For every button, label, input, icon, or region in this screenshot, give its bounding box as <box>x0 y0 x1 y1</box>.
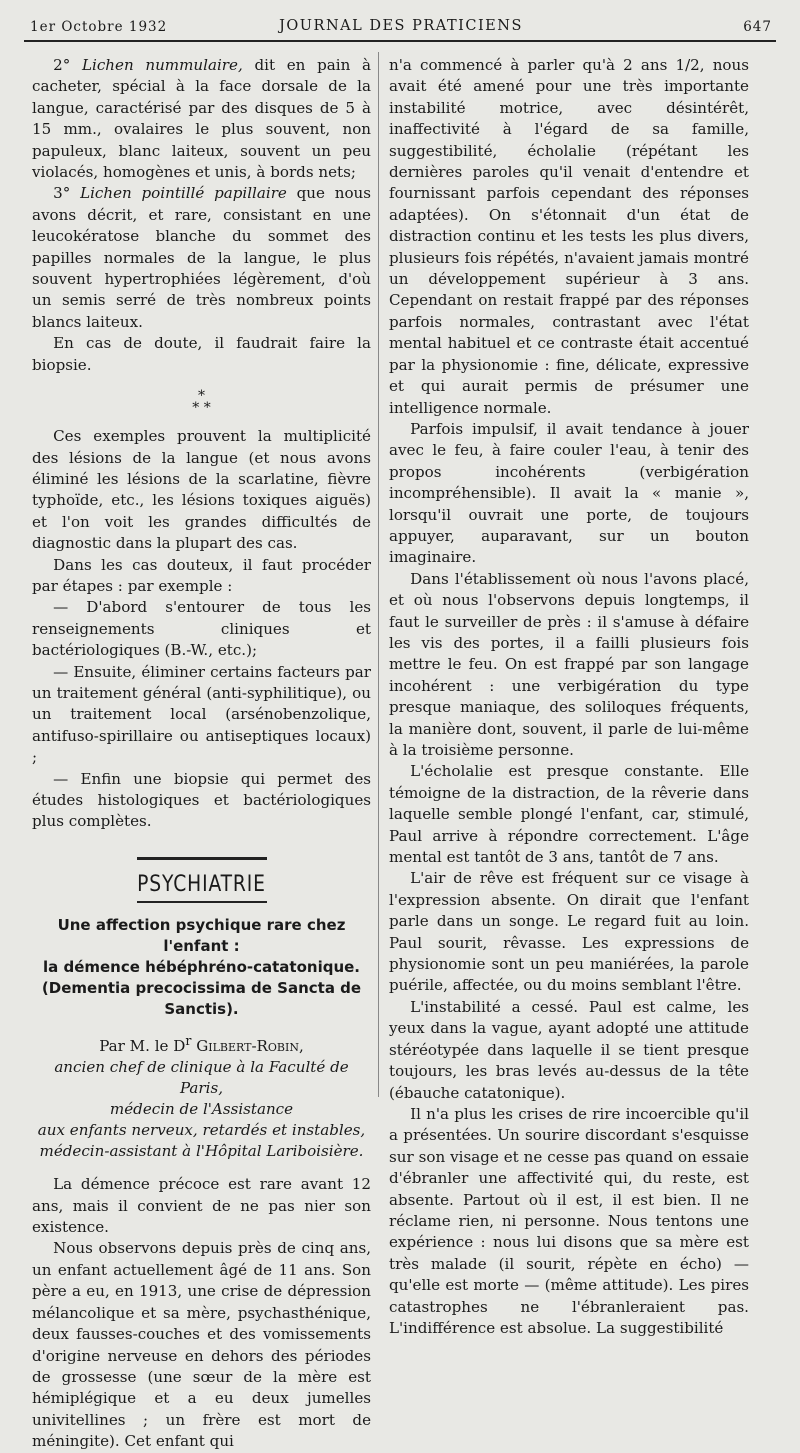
article-title-line: Une affection psychique rare chez l'enfant : <box>57 916 346 956</box>
section-title: PSYCHIATRIE <box>137 871 266 897</box>
issue-date: 1er Octobre 1932 <box>30 19 168 35</box>
paragraph: — Enfin une biopsie qui permet des études histologiques et bactériologiques plus complètes. <box>32 769 371 831</box>
paragraph: — D'abord s'entourer de tous les renseignements cliniques et bactériologiques (B.-W., etc.); <box>32 598 371 660</box>
paragraph: — Ensuite, éliminer certains facteurs par un traitement général (anti-syphilitique), ou un traitement local (arsénobenzolique, antifuso-spirillaire ou antiseptiques locaux) ; <box>32 662 371 767</box>
article-title <box>32 915 371 1020</box>
star-top: * <box>198 388 205 405</box>
paragraph <box>32 183 371 333</box>
term: Lichen pointillé papillaire <box>80 184 287 203</box>
column-divider <box>378 52 379 1097</box>
author-name: Gilbert-Robin, <box>191 1037 304 1056</box>
paragraph <box>32 55 371 183</box>
paragraph: En cas de doute, il faudrait faire la biopsie. <box>32 334 371 374</box>
article-title-line: la démence hébéphréno-catatonique. <box>42 958 360 977</box>
text: dit en pain à cacheter, spécial à la face dorsale de la langue, caractérisé par des disques de 5 à 15 mm., ovalaires le plus souvent, non papuleux, blanc laiteux, souvent un peu violacés, homogènes et unis, à bords nets; <box>32 56 371 182</box>
affiliation-line: aux enfants nerveux, retardés et instables, <box>37 1121 366 1140</box>
affiliation-line: médecin de l'Assistance <box>109 1100 294 1119</box>
article-title-line: (Dementia precocissima de Sancta de Sanctis). <box>41 979 362 1019</box>
affiliation-line: médecin-assistant à l'Hôpital Lariboisière. <box>39 1142 364 1161</box>
author-byline <box>32 1030 371 1057</box>
term: Lichen nummulaire, <box>81 56 243 74</box>
paragraph: L'air de rêve est fréquent sur ce visage à l'expression absente. On dirait que l'enfant parle dans un songe. Le regard fuit au loin. Paul sourit, rêvasse. Les expressions de physionomie sont un peu maniérées, la parole puérile, affectée, ou du moins semblant l'être. <box>389 869 749 995</box>
paragraph: Dans les cas douteux, il faut procéder par étapes : par exemple : <box>32 555 371 595</box>
section-rule-bottom <box>137 901 267 903</box>
author-affiliation <box>32 1057 371 1162</box>
paragraph: L'instabilité a cessé. Paul est calme, les yeux dans la vague, ayant adopté une attitude stéréotypée dans laquelle il se tient presque toujours, les bras levés au-dessus de la tête (ébauche catatonique). <box>389 997 749 1102</box>
section-break <box>32 388 371 417</box>
paragraph: La démence précoce est rare avant 12 ans, mais il convient de ne pas nier son existence. <box>32 1175 371 1237</box>
paragraph: n'a commencé à parler qu'à 2 ans 1/2, nous avait été amené pour une très importante instabilité motrice, avec désintérêt, inaffectivité à l'égard de sa famille, suggestibilité, écholalie (répétant les dernières paroles qu'il venait d'entendre et fournissant parfois cependant des réponses adaptées). On s'étonnait d'un état de distraction continu et les tests les plus divers, plusieurs fois répétés, n'avaient jamais montré un développement supérieur à 3 ans. Cependant on restait frappé par des réponses parfois normales, contrastant avec l'état mental habituel et ce contraste était accentué par la physionomie : fine, délicate, expressive et qui aurait permis de présumer une intelligence normale. <box>389 56 749 417</box>
header-rule <box>24 40 776 42</box>
text: que nous avons décrit, et rare, consistant en une leucokératose blanche du sommet des papilles normales de la langue, le plus souvent hypertrophiées légèrement, d'où un semis serré de très nombreux points blancs laiteux. <box>32 184 372 331</box>
paragraph: Dans l'établissement où nous l'avons placé, et où nous l'observons depuis longtemps, il faut le surveiller de près : il s'amuse à défaire les vis des portes, il a failli plusieurs fois mettre le feu. On est frappé par son langage incohérent : une verbigération du type presque maniaque, des soliloques fréquents, la manière dont, souvent, il parle de lui-même à la troisième personne. <box>389 569 749 759</box>
journal-title: JOURNAL DES PRATICIENS <box>279 18 523 34</box>
running-header <box>30 14 772 38</box>
list-number: 3° <box>53 184 81 203</box>
paragraph: Parfois impulsif, il avait tendance à jouer avec le feu, à faire couler l'eau, à tenir des propos incohérents (verbigération incompréhensible). Il avait la « manie », lorsqu'il ouvrait une porte, de toujours appuyer, auparavant, sur un bouton imaginaire. <box>389 419 749 567</box>
section-rule-top <box>137 857 267 860</box>
paragraph: Nous observons depuis près de cinq ans, un enfant actuellement âgé de 11 ans. Son père a eu, en 1913, une crise de dépression mélancolique et sa mère, psychasthénique, deux fausses-couches et des vomissements d'origine nerveuse en dehors des périodes de grossesse (une sœur de la mère est hémiplégique et a eu deux jumelles univitellines ; un frère est mort de méningite). Cet enfant qui <box>32 1239 371 1451</box>
affiliation-line: ancien chef de clinique à la Faculté de Paris, <box>54 1058 349 1098</box>
list-number: 2° <box>53 56 82 74</box>
paragraph: L'écholalie est presque constante. Elle témoigne de la distraction, de la rêverie dans laquelle semble plongé l'enfant, car, stimulé, Paul arrive à répondre correctement. L'âge mental est tantôt de 3 ans, tantôt de 7 ans. <box>389 762 749 867</box>
byline-prefix: Par M. le D <box>99 1037 186 1056</box>
left-column <box>32 55 371 1453</box>
right-column <box>389 55 749 1339</box>
page-number: 647 <box>743 19 772 35</box>
star-bottom: * * <box>192 400 211 417</box>
paragraph: Ces exemples prouvent la multiplicité des lésions de la langue (et nous avons éliminé les lésions de la scarlatine, fièvre typhoïde, etc., les lésions toxiques aiguës) et l'on voit les grandes difficultés de diagnostic dans la plupart des cas. <box>32 427 371 553</box>
paragraph: Il n'a plus les crises de rire incoercible qu'il a présentées. Un sourire discordant s'esquisse sur son visage et ne cesse pas quand on essaie d'ébranler une affectivité qui, du reste, est absente. Partout où il est, il est bien. Il ne réclame rien, ni personne. Nous tentons une expérience : nous lui disons que sa mère est très malade (il sourit, répète en écho) — qu'elle est morte — (même attitude). Les pires catastrophes ne l'ébranleraient pas. L'indifférence est absolue. La suggestibilité <box>389 1104 749 1337</box>
byline-sup: r <box>185 1033 192 1049</box>
